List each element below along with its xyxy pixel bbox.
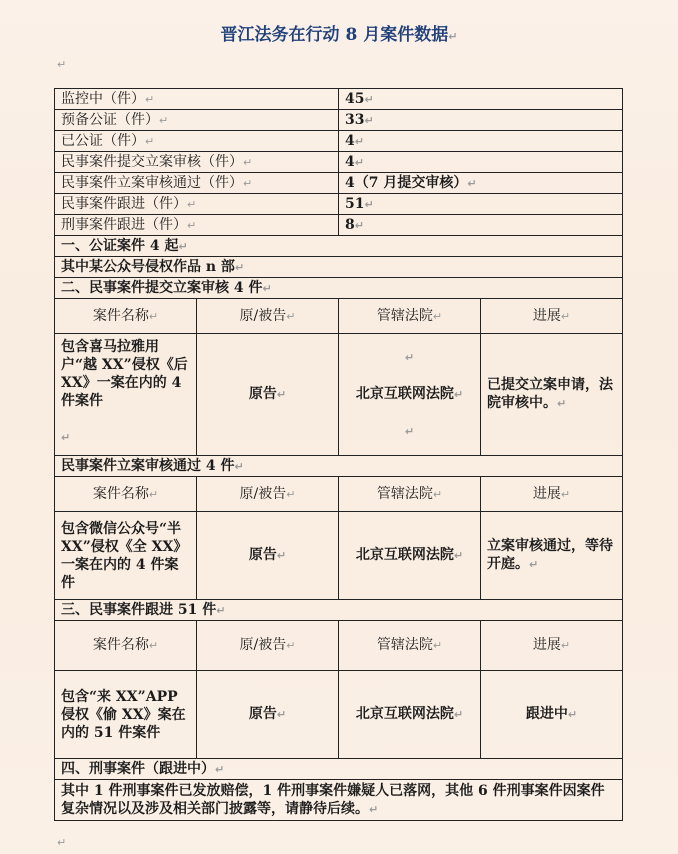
column-header: 原/被告↵ xyxy=(197,477,339,512)
paragraph-mark-icon: ↵ xyxy=(354,218,364,232)
paragraph-mark-icon: ↵ xyxy=(557,397,567,410)
paragraph-mark-icon: ↵ xyxy=(560,487,571,501)
paragraph-mark-icon: ↵ xyxy=(148,639,159,652)
paragraph-mark-icon: ↵ xyxy=(432,309,443,323)
paragraph-mark-icon: ↵ xyxy=(286,309,296,323)
stat-row xyxy=(55,131,623,152)
case-name-cell: 包含微信公众号“半 XX”侵权《全 XX》一案在内的 4 件案件 xyxy=(55,512,197,600)
stat-row xyxy=(55,215,623,236)
section-heading: 四、刑事案件（跟进中）↵ xyxy=(55,759,623,780)
paragraph-mark-icon: ↵ xyxy=(276,708,287,721)
paragraph-mark-icon: ↵ xyxy=(404,351,415,364)
party-cell: 原告↵ xyxy=(197,334,339,456)
column-header: 管辖法院↵ xyxy=(339,477,481,512)
paragraph-mark-icon: ↵ xyxy=(276,388,287,401)
paragraph-mark-icon: ↵ xyxy=(145,92,155,106)
section-heading-row xyxy=(55,236,623,257)
section-heading: 民事案件立案审核通过 4 件↵ xyxy=(55,456,623,477)
paragraph-mark-icon: ↵ xyxy=(432,639,443,652)
section-heading-row xyxy=(55,456,623,477)
section-heading: 一、公证案件 4 起↵ xyxy=(55,236,623,257)
section-note: 其中 1 件刑事案件已发放赔偿，1 件刑事案件嫌疑人已落网，其他 6 件刑事案件因案件复杂情况以及涉及相关部门披露等，请静待后续。↵ xyxy=(55,780,623,821)
progress-cell: 已提交立案申请，法院审核中。↵ xyxy=(481,334,623,456)
stat-value: 45↵ xyxy=(339,89,623,110)
paragraph-mark-icon: ↵ xyxy=(453,388,464,401)
paragraph-mark-icon: ↵ xyxy=(262,281,272,295)
stat-label: 民事案件跟进（件）↵ xyxy=(55,194,339,215)
stat-label: 已公证（件）↵ xyxy=(55,131,339,152)
column-header-row xyxy=(55,299,623,334)
paragraph-mark-icon: ↵ xyxy=(215,762,225,776)
paragraph-mark-icon: ↵ xyxy=(234,459,244,473)
stat-label: 预备公证（件）↵ xyxy=(55,110,339,131)
court-cell: 北京互联网法院↵ xyxy=(339,512,481,600)
paragraph-mark-icon: ↵ xyxy=(243,176,253,190)
column-header: 案件名称↵ xyxy=(55,621,197,671)
paragraph-mark-icon: ↵ xyxy=(159,113,169,127)
paragraph-mark-icon: ↵ xyxy=(145,134,155,148)
stat-row xyxy=(55,173,623,194)
stat-value: 51↵ xyxy=(339,194,623,215)
stat-value: 4（7 月提交审核）↵ xyxy=(339,173,623,194)
stat-row xyxy=(55,194,623,215)
paragraph-mark-icon: ↵ xyxy=(560,639,571,652)
section-note: 其中某公众号侵权作品 n 部↵ xyxy=(55,257,623,278)
column-header-row xyxy=(55,477,623,512)
paragraph-mark-icon: ↵ xyxy=(364,92,374,106)
column-header: 进展↵ xyxy=(481,621,623,671)
paragraph-mark-icon: ↵ xyxy=(364,197,374,211)
column-header: 案件名称↵ xyxy=(55,299,197,334)
paragraph-mark-icon: ↵ xyxy=(243,155,253,169)
column-header: 原/被告↵ xyxy=(197,299,339,334)
stat-value: 4↵ xyxy=(339,152,623,173)
paragraph-mark-icon: ↵ xyxy=(178,239,188,253)
section-heading-row xyxy=(55,600,623,621)
paragraph-mark-icon: ↵ xyxy=(187,218,197,232)
stat-label: 民事案件立案审核通过（件）↵ xyxy=(55,173,339,194)
section-note-row xyxy=(55,780,623,821)
paragraph-mark-icon: ↵ xyxy=(276,549,287,562)
section-heading: 三、民事案件跟进 51 件↵ xyxy=(55,600,623,621)
section-note-row xyxy=(55,257,623,278)
paragraph-mark-icon: ↵ xyxy=(148,487,159,501)
column-header: 进展↵ xyxy=(481,299,623,334)
table-row xyxy=(55,334,623,456)
progress-cell: 跟进中↵ xyxy=(481,671,623,759)
party-cell: 原告↵ xyxy=(197,671,339,759)
paragraph-mark-icon: ↵ xyxy=(286,639,296,652)
column-header: 进展↵ xyxy=(481,477,623,512)
paragraph-mark-icon: ↵ xyxy=(148,309,159,323)
paragraph-mark-icon: ↵ xyxy=(467,176,477,190)
paragraph-mark-icon: ↵ xyxy=(57,836,67,849)
paragraph-mark-icon: ↵ xyxy=(354,134,364,148)
paragraph-mark-icon: ↵ xyxy=(448,30,458,43)
paragraph-mark-icon: ↵ xyxy=(286,487,296,501)
progress-cell: 立案审核通过，等待开庭。↵ xyxy=(481,512,623,600)
paragraph-mark-icon: ↵ xyxy=(567,708,578,721)
column-header: 案件名称↵ xyxy=(55,477,197,512)
section-heading-row xyxy=(55,278,623,299)
paragraph-mark-icon: ↵ xyxy=(453,549,464,562)
paragraph-mark-icon: ↵ xyxy=(453,708,464,721)
table-row xyxy=(55,512,623,600)
stat-row xyxy=(55,110,623,131)
paragraph-mark-icon: ↵ xyxy=(234,260,245,274)
column-header: 管辖法院↵ xyxy=(339,299,481,334)
case-name-cell: 包含“来 XX”APP 侵权《偷 XX》案在内的 51 件案件 xyxy=(55,671,197,759)
paragraph-mark-icon: ↵ xyxy=(529,558,539,571)
paragraph-mark-icon: ↵ xyxy=(364,113,374,127)
column-header: 管辖法院↵ xyxy=(339,621,481,671)
case-data-table xyxy=(54,88,623,821)
stat-label: 监控中（件）↵ xyxy=(55,89,339,110)
paragraph-mark-icon: ↵ xyxy=(57,58,67,71)
stat-value: 4↵ xyxy=(339,131,623,152)
court-cell: ↵ 北京互联网法院↵ ↵ xyxy=(339,334,481,456)
section-heading-row xyxy=(55,759,623,780)
paragraph-mark-icon: ↵ xyxy=(354,155,364,169)
section-heading: 二、民事案件提交立案审核 4 件↵ xyxy=(55,278,623,299)
paragraph-mark-icon: ↵ xyxy=(560,309,571,323)
paragraph-mark-icon: ↵ xyxy=(187,197,197,211)
column-header: 原/被告↵ xyxy=(197,621,339,671)
document-title: 晋江法务在行动 8 月案件数据↵ xyxy=(220,25,458,45)
paragraph-mark-icon: ↵ xyxy=(432,487,443,501)
stat-label: 民事案件提交立案审核（件）↵ xyxy=(55,152,339,173)
party-cell: 原告↵ xyxy=(197,512,339,600)
stat-row xyxy=(55,89,623,110)
stat-label: 刑事案件跟进（件）↵ xyxy=(55,215,339,236)
column-header-row xyxy=(55,621,623,671)
case-name-cell: 包含喜马拉雅用户“越 XX”侵权《后 XX》一案在内的 4 件案件 ↵ xyxy=(55,334,197,456)
paragraph-mark-icon: ↵ xyxy=(216,603,226,617)
table-row xyxy=(55,671,623,759)
court-cell: 北京互联网法院↵ xyxy=(339,671,481,759)
paragraph-mark-icon: ↵ xyxy=(369,802,379,816)
stat-value: 8↵ xyxy=(339,215,623,236)
stat-row xyxy=(55,152,623,173)
stat-value: 33↵ xyxy=(339,110,623,131)
paragraph-mark-icon: ↵ xyxy=(404,425,415,438)
paragraph-mark-icon: ↵ xyxy=(61,431,71,444)
